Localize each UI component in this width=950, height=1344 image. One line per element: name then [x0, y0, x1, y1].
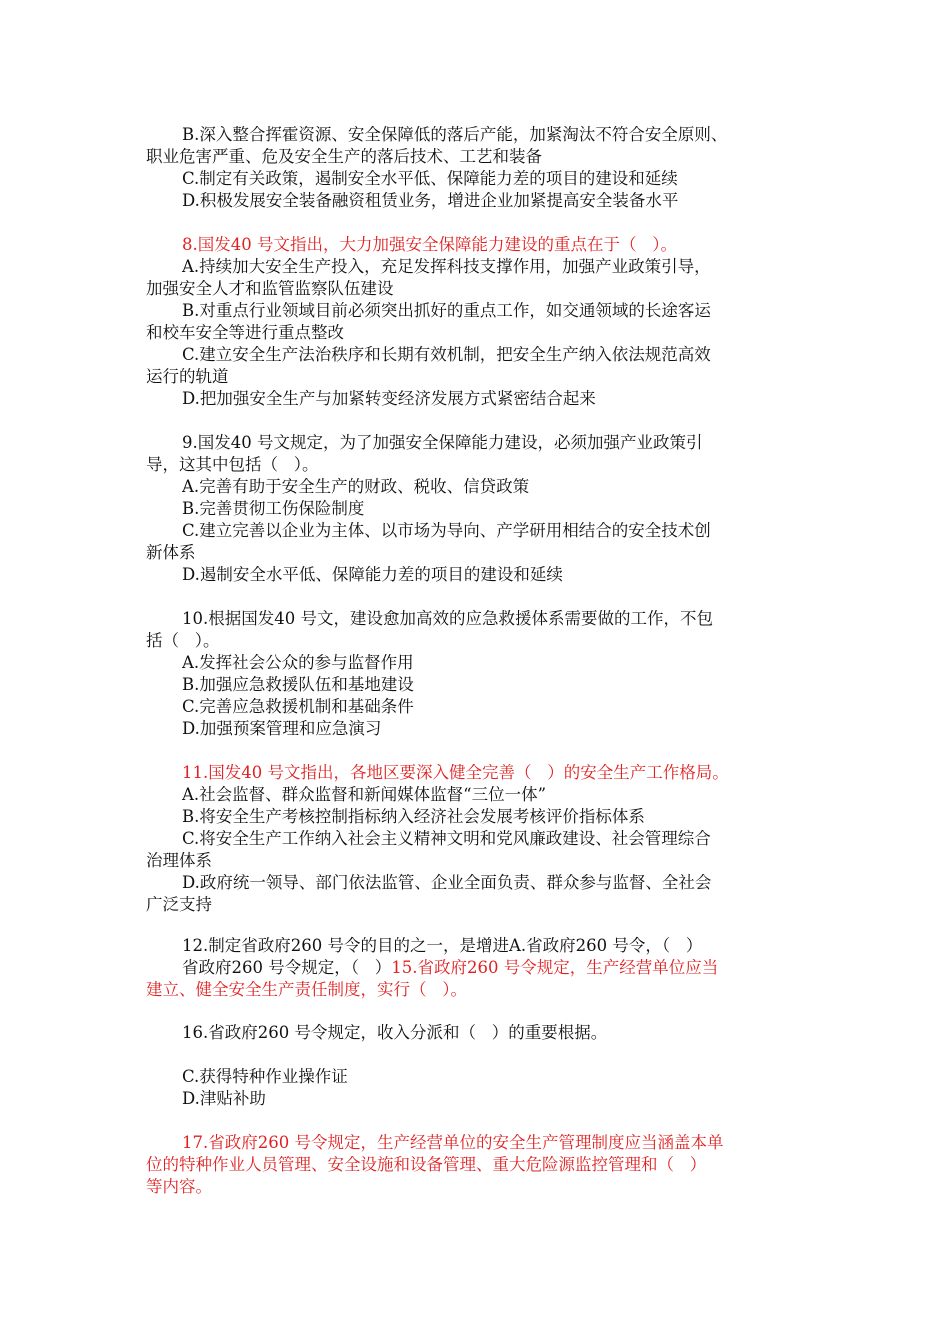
option-c-continued: 治理体系 [146, 851, 212, 870]
option-b-continued: 职业危害严重、危及安全生产的落后技术、工艺和装备 [146, 147, 542, 166]
question-10 [146, 608, 816, 740]
option-b: B.完善贯彻工伤保险制度 [182, 499, 365, 518]
option-c: C.完善应急救援机制和基础条件 [182, 697, 414, 716]
option-a: A.社会监督、群众监督和新闻媒体监督“三位一体” [182, 785, 547, 804]
question-16 [146, 1022, 816, 1044]
option-d-continued: 广泛支持 [146, 895, 212, 914]
question-16-stem: 16.省政府260 号令规定，收入分派和（ ）的重要根据。 [182, 1023, 608, 1042]
option-c-continued: 运行的轨道 [146, 367, 229, 386]
option-c: C.制定有关政策，遏制安全水平低、保障能力差的项目的建设和延续 [182, 169, 678, 188]
question-9-stem: 9.国发40 号文规定，为了加强安全保障能力建设，必须加强产业政策引 [182, 433, 703, 452]
option-a: A.完善有助于安全生产的财政、税收、信贷政策 [182, 477, 530, 496]
option-c: C.建立安全生产法治秩序和长期有效机制，把安全生产纳入依法规范高效 [182, 345, 711, 364]
option-b: B.将安全生产考核控制指标纳入经济社会发展考核评价指标体系 [182, 807, 645, 826]
question-11-stem: 11.国发40 号文指出，各地区要深入健全完善（ ）的安全生产工作格局。 [182, 763, 729, 782]
question-15-stem: 15.省政府260 号令规定，生产经营单位应当 [391, 958, 719, 977]
question-15-stem-continued: 建立、健全安全生产责任制度，实行（ ）。 [146, 980, 467, 999]
question-10-stem: 10.根据国发40 号文，建设愈加高效的应急救援体系需要做的工作，不包 [182, 609, 713, 628]
question-10-stem-continued: 括（ ）。 [146, 631, 220, 650]
option-a-continued: 加强安全人才和监管监察队伍建设 [146, 279, 394, 298]
option-d: D.加强预案管理和应急演习 [182, 719, 382, 738]
option-d: D.遏制安全水平低、保障能力差的项目的建设和延续 [182, 565, 563, 584]
option-b: B.对重点行业领域目前必须突出抓好的重点工作，如交通领域的长途客运 [182, 301, 711, 320]
question-9 [146, 432, 816, 586]
option-d: D.把加强安全生产与加紧转变经济发展方式紧密结合起来 [182, 389, 596, 408]
option-b: B.加强应急救援队伍和基地建设 [182, 675, 414, 694]
question-11 [146, 762, 816, 916]
question-7-options [146, 124, 816, 212]
question-16-options [146, 1066, 816, 1110]
question-12-15 [146, 935, 816, 1001]
question-17-stem-continued: 位的特种作业人员管理、安全设施和设备管理、重大危险源监控管理和（ ） [146, 1155, 707, 1174]
question-17 [146, 1132, 816, 1198]
option-b: B.深入整合挥霍资源、安全保障低的落后产能，加紧淘汰不符合安全原则、 [182, 125, 728, 144]
option-a: A.发挥社会公众的参与监督作用 [182, 653, 414, 672]
question-17-stem-end: 等内容。 [146, 1177, 212, 1196]
option-c: C.建立完善以企业为主体、以市场为导向、产学研用相结合的安全技术创 [182, 521, 711, 540]
question-12-stem: 12.制定省政府260 号令的目的之一，是增进A.省政府260 号令，（ ） [182, 936, 703, 955]
question-13-stem [146, 957, 816, 979]
option-d: D.津贴补助 [182, 1089, 266, 1108]
question-17-stem: 17.省政府260 号令规定，生产经营单位的安全生产管理制度应当涵盖本单 [182, 1133, 724, 1152]
question-9-stem-continued: 导，这其中包括（ ）。 [146, 455, 319, 474]
option-c-continued: 新体系 [146, 543, 196, 562]
question-8 [146, 234, 816, 410]
option-a: A.持续加大安全生产投入，充足发挥科技支撑作用，加强产业政策引导， [182, 257, 711, 276]
question-8-stem: 8.国发40 号文指出，大力加强安全保障能力建设的重点在于（ ）。 [182, 235, 677, 254]
option-b-continued: 和校车安全等进行重点整改 [146, 323, 344, 342]
option-d: D.积极发展安全装备融资租赁业务，增进企业加紧提高安全装备水平 [182, 191, 679, 210]
question-13-text: 省政府260 号令规定，（ ） [182, 958, 392, 977]
option-c: C.将安全生产工作纳入社会主义精神文明和党风廉政建设、社会管理综合 [182, 829, 711, 848]
option-c: C.获得特种作业操作证 [182, 1067, 348, 1086]
option-d: D.政府统一领导、部门依法监管、企业全面负责、群众参与监督、全社会 [182, 873, 712, 892]
